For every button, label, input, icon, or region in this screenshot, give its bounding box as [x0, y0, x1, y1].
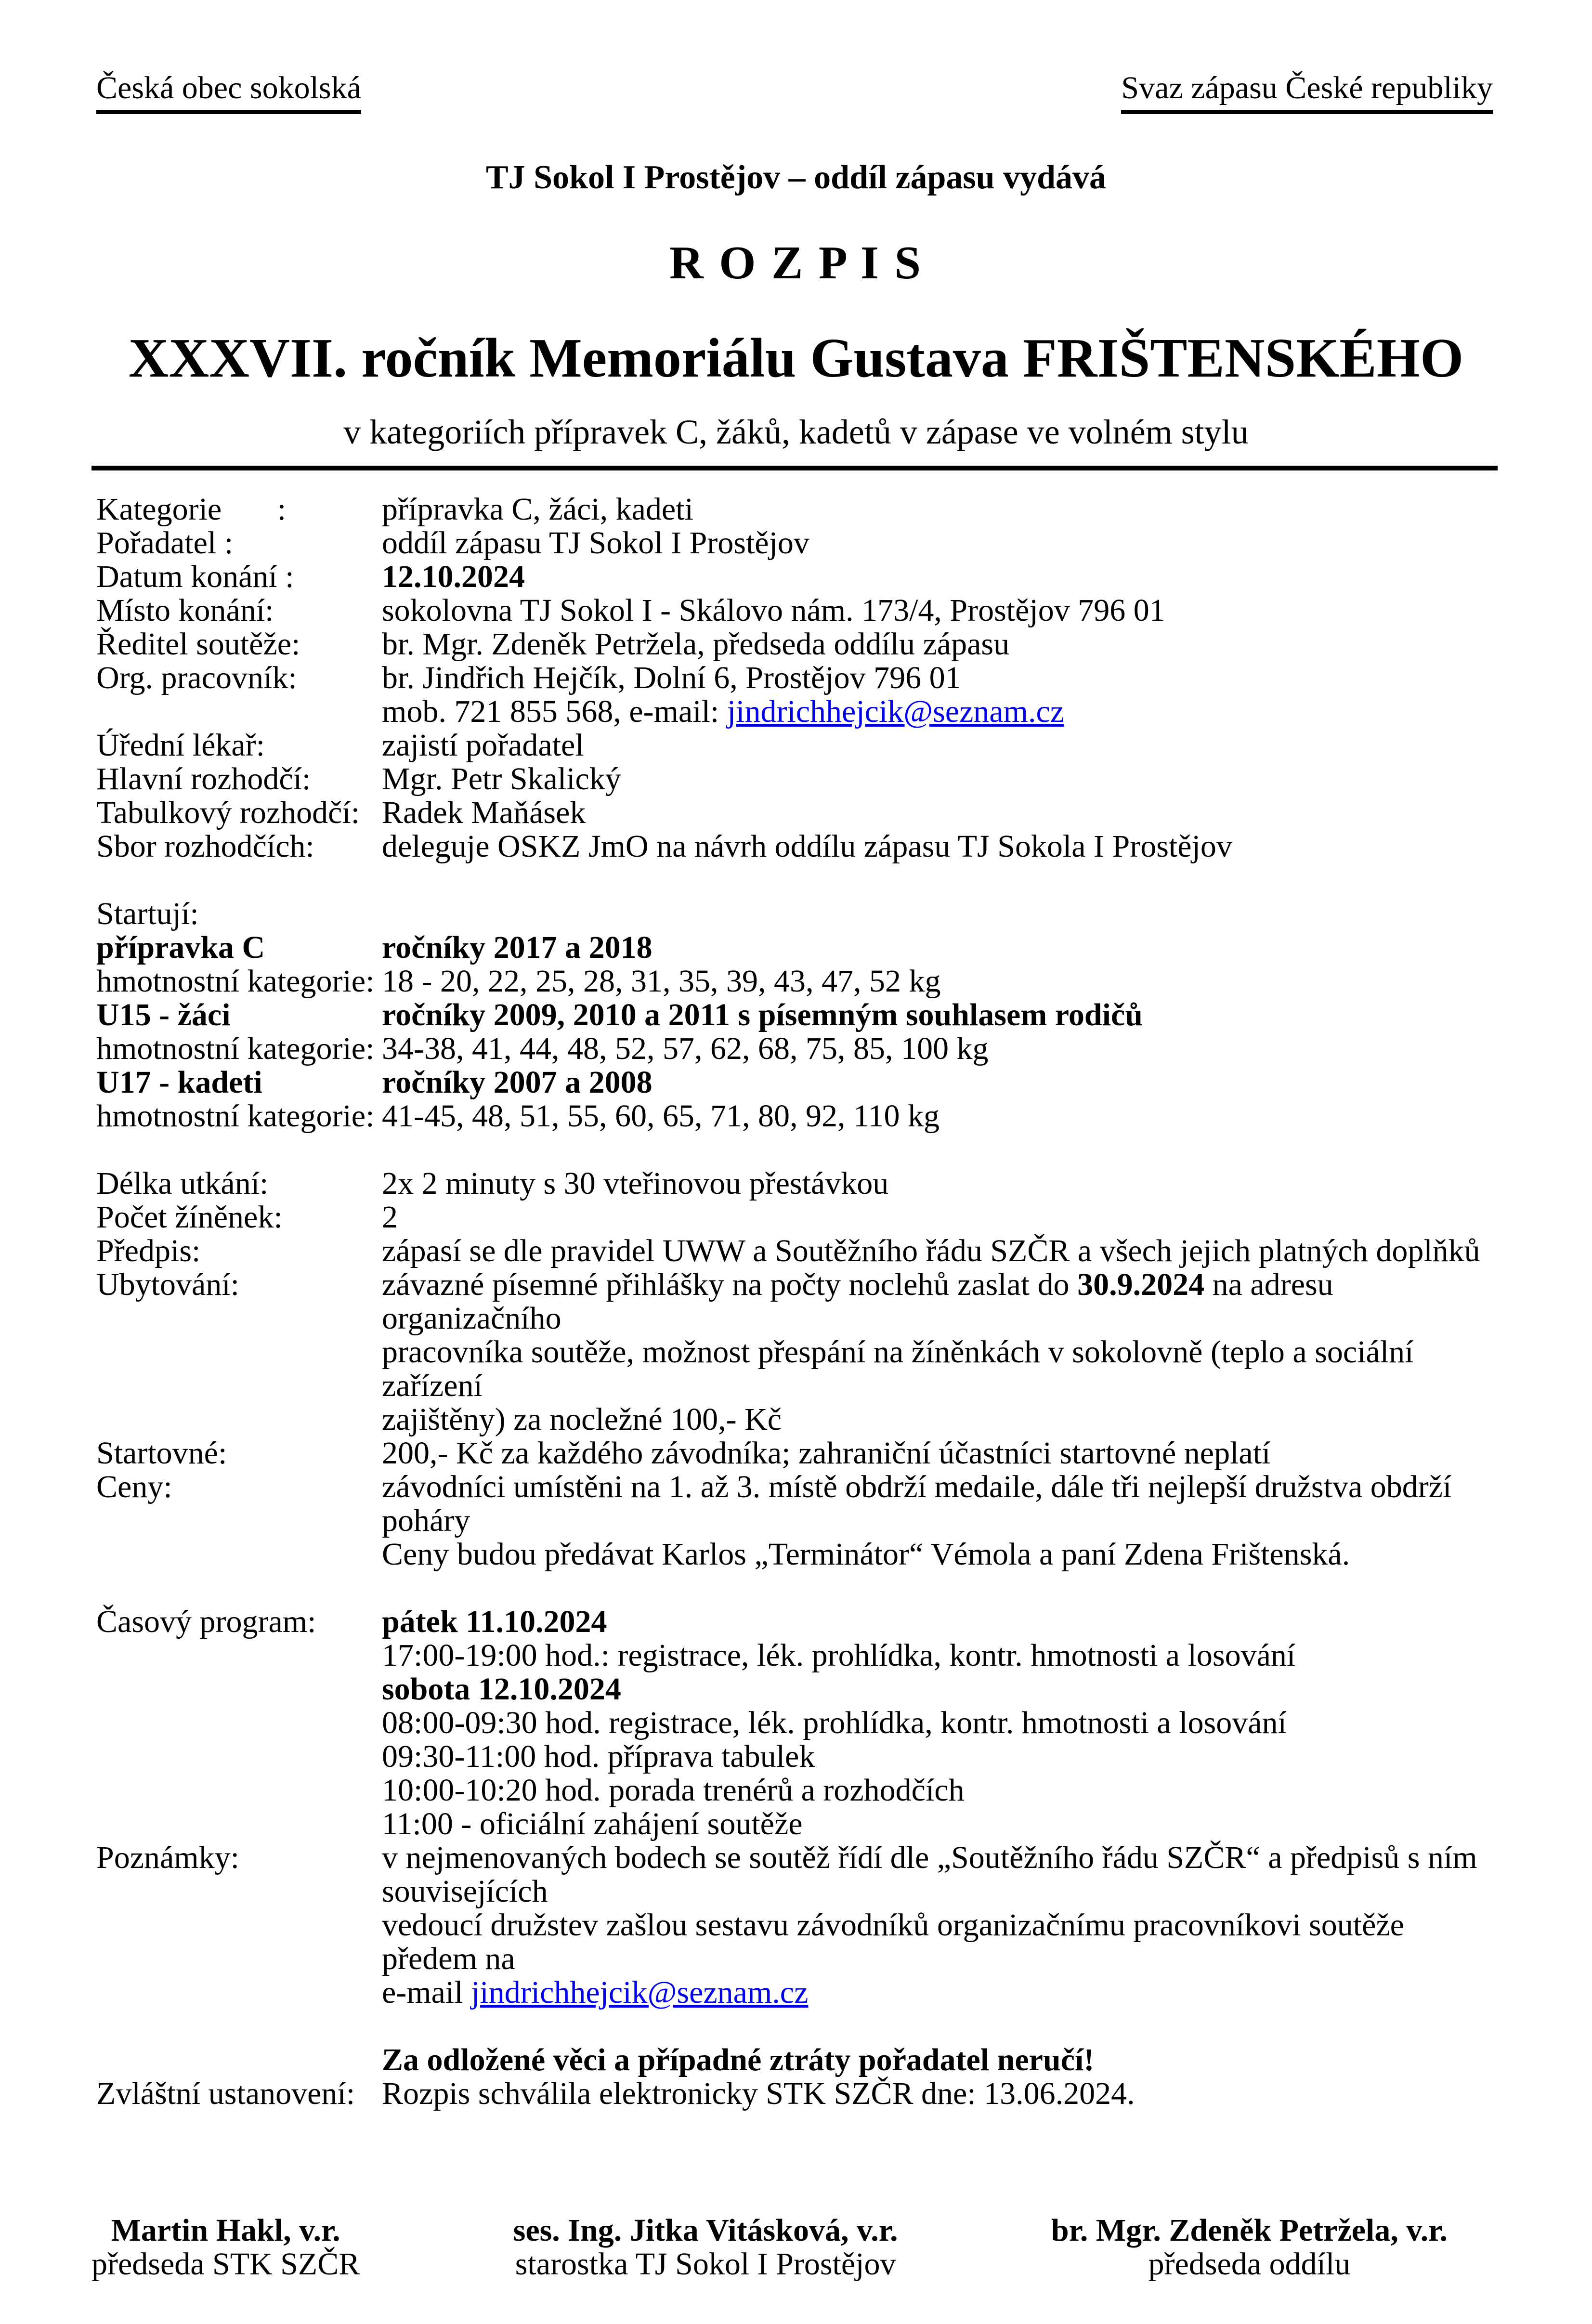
row-value: [382, 560, 1496, 594]
text-segment: Ceny budou předávat Karlos „Terminátor“ Vémola a paní Zdena Frištenská.: [382, 1537, 1350, 1572]
text-segment: přípravka C, žáci, kadeti: [382, 492, 693, 527]
row-label: Ředitel soutěže:: [96, 627, 300, 662]
row-line: [382, 526, 1496, 560]
row-line: [382, 2043, 1496, 2077]
row-label: U17 - kadeti: [96, 1065, 262, 1100]
info-row: [96, 830, 1496, 863]
text-segment: 18 - 20, 22, 25, 28, 31, 35, 39, 43, 47, 52 kg: [382, 964, 941, 999]
info-row: [96, 1099, 1496, 1133]
text-segment: 10:00-10:20 hod. porada trenérů a rozhodčích: [382, 1773, 965, 1808]
row-value: [382, 1774, 1496, 1807]
signature-column: [91, 2214, 360, 2281]
text-segment: ročníky 2007 a 2008: [382, 1065, 652, 1100]
row-label: Datum konání :: [96, 559, 294, 594]
horizontal-rule: [91, 466, 1498, 470]
info-row: [96, 796, 1496, 830]
row-line: [382, 627, 1496, 661]
row-label: Ubytování:: [96, 1267, 239, 1302]
row-label: hmotnostní kategorie:: [96, 1031, 375, 1066]
info-row: [96, 526, 1496, 560]
text-segment: 2: [382, 1200, 398, 1235]
row-value: [382, 2077, 1496, 2111]
row-line: [382, 695, 1496, 729]
doc-type-heading: R O Z P I S: [669, 237, 923, 289]
row-line: [382, 1672, 1496, 1706]
row-label: Zvláštní ustanovení:: [96, 2076, 355, 2111]
row-value: [382, 1672, 1496, 1706]
info-row: [96, 998, 1496, 1032]
row-label: přípravka C: [96, 930, 265, 965]
email-link[interactable]: jindrichhejcik@seznam.cz: [471, 1975, 809, 2010]
text-segment: oddíl zápasu TJ Sokol I Prostějov: [382, 525, 809, 561]
row-label: Org. pracovník:: [96, 660, 297, 695]
text-segment: Radek Maňásek: [382, 795, 586, 830]
text-segment: Mgr. Petr Skalický: [382, 761, 621, 796]
info-row: [96, 2077, 1496, 2111]
text-segment: 17:00-19:00 hod.: registrace, lék. prohlídka, kontr. hmotnosti a losování: [382, 1638, 1296, 1673]
row-label: Startovné:: [96, 1436, 227, 1471]
signature-role: předseda oddílu: [1148, 2246, 1351, 2282]
row-line: [382, 965, 1496, 998]
row-label: [96, 2043, 382, 2077]
content-rows: [0, 493, 1592, 2111]
text-segment: na adresu organizačního: [382, 1267, 1333, 1336]
row-label: Místo konání:: [96, 593, 274, 628]
row-value: [382, 830, 1496, 863]
info-row: [96, 1268, 1496, 1436]
signature-name: br. Mgr. Zdeněk Petržela, v.r.: [1051, 2213, 1448, 2248]
document-page: [0, 71, 1592, 2324]
row-label: hmotnostní kategorie:: [96, 1098, 375, 1134]
row-line: [382, 762, 1496, 796]
row-line: [382, 594, 1496, 627]
row-value: [382, 493, 1496, 526]
info-row: [96, 1740, 1496, 1774]
text-segment: br. Jindřich Hejčík, Dolní 6, Prostějov 796 01: [382, 660, 961, 695]
text-segment: zápasí se dle pravidel UWW a Soutěžního řádu SZČR a všech jejich platných doplňků: [382, 1233, 1480, 1268]
signature-name: Martin Hakl, v.r.: [111, 2213, 340, 2248]
info-row: [96, 762, 1496, 796]
text-segment: 09:30-11:00 hod. příprava tabulek: [382, 1739, 815, 1774]
row-value: [382, 729, 1496, 762]
signature-role: předseda STK SZČR: [91, 2246, 360, 2282]
info-row: [96, 1807, 1496, 1841]
row-line: [382, 1436, 1496, 1470]
row-line: [382, 1807, 1496, 1841]
text-segment: pátek 11.10.2024: [382, 1604, 607, 1639]
row-value: [382, 762, 1496, 796]
text-segment: e-mail: [382, 1975, 471, 2010]
row-line: [382, 1841, 1496, 1875]
blank-line: [96, 863, 1496, 897]
header-right: Svaz zápasu České republiky: [1121, 71, 1493, 114]
info-row: [96, 1470, 1496, 1571]
text-segment: 41-45, 48, 51, 55, 60, 65, 71, 80, 92, 110 kg: [382, 1098, 940, 1134]
row-label: Úřední lékař:: [96, 728, 265, 763]
row-value: [382, 1099, 1496, 1133]
info-row: [96, 661, 1496, 695]
row-value: [382, 1807, 1496, 1841]
info-row: [96, 1639, 1496, 1672]
row-line: [382, 830, 1496, 863]
row-value: [382, 1066, 1496, 1099]
row-label: Délka utkání:: [96, 1166, 269, 1201]
text-segment: br. Mgr. Zdeněk Petržela, předseda oddílu zápasu: [382, 627, 1010, 662]
blank-line: [96, 1133, 1496, 1167]
text-segment: souvisejících: [382, 1874, 548, 1909]
info-row: [96, 1605, 1496, 1639]
info-row: [96, 729, 1496, 762]
text-segment: Za odložené věci a případné ztráty pořadatel neručí!: [382, 2042, 1095, 2077]
text-segment: deleguje OSKZ JmO na návrh oddílu zápasu TJ Sokola I Prostějov: [382, 829, 1232, 864]
row-value: [382, 1470, 1496, 1571]
text-segment: 08:00-09:30 hod. registrace, lék. prohlídka, kontr. hmotnosti a losování: [382, 1705, 1287, 1740]
row-label: Časový program:: [96, 1604, 316, 1639]
row-value: [382, 661, 1496, 695]
info-row: [96, 1774, 1496, 1807]
info-row: [96, 627, 1496, 661]
blank-line: [96, 1571, 1496, 1605]
row-label: Předpis:: [96, 1233, 201, 1268]
row-line: [382, 1605, 1496, 1639]
row-value: [382, 897, 1496, 931]
text-segment: vedoucí družstev zašlou sestavu závodníků organizačnímu pracovníkovi soutěže předem na: [382, 1907, 1404, 1976]
text-segment: sokolovna TJ Sokol I - Skálovo nám. 173/4, Prostějov 796 01: [382, 593, 1165, 628]
row-value: [382, 998, 1496, 1032]
info-row: [96, 594, 1496, 627]
row-value: [382, 695, 1496, 729]
blank-line: [96, 2010, 1496, 2043]
row-value: [382, 2043, 1496, 2077]
info-row: [96, 560, 1496, 594]
row-label: [96, 695, 382, 729]
text-segment: 11:00 - oficiální zahájení soutěže: [382, 1806, 803, 1841]
text-segment: 30.9.2024: [1077, 1267, 1205, 1302]
row-label: [96, 1672, 382, 1706]
row-value: [382, 1841, 1496, 2010]
row-line: [382, 1706, 1496, 1740]
row-label: [96, 1639, 382, 1672]
row-line: [382, 1268, 1496, 1335]
row-value: [382, 1436, 1496, 1470]
row-label: [96, 1807, 382, 1841]
text-segment: zajištěny) za nocležné 100,- Kč: [382, 1402, 782, 1437]
info-row: [96, 1201, 1496, 1234]
row-label: [96, 1706, 382, 1740]
info-row: [96, 1167, 1496, 1201]
row-label: Pořadatel :: [96, 525, 234, 561]
text-segment: ročníky 2009, 2010 a 2011 s písemným souhlasem rodičů: [382, 997, 1143, 1032]
row-value: [382, 796, 1496, 830]
row-value: [382, 627, 1496, 661]
row-value: [382, 1605, 1496, 1639]
info-row: [96, 1066, 1496, 1099]
row-value: [382, 526, 1496, 560]
signature-name: ses. Ing. Jitka Vitásková, v.r.: [513, 2213, 898, 2248]
row-line: [382, 1908, 1496, 1976]
row-line: [382, 931, 1496, 965]
text-segment: 200,- Kč za každého závodníka; zahraniční účastníci startovné neplatí: [382, 1436, 1271, 1471]
row-label: [96, 1774, 382, 1807]
row-line: [382, 1032, 1496, 1066]
row-line: [382, 729, 1496, 762]
row-label: Počet žíněnek:: [96, 1200, 283, 1235]
info-row: [96, 1436, 1496, 1470]
page-title: XXXVII. ročník Memoriálu Gustava FRIŠTENSKÉHO: [128, 327, 1464, 389]
row-line: [382, 1639, 1496, 1672]
row-line: [382, 1774, 1496, 1807]
text-segment: závazné písemné přihlášky na počty noclehů zaslat do: [382, 1267, 1078, 1302]
publisher-line: TJ Sokol I Prostějov – oddíl zápasu vydává: [485, 159, 1107, 196]
row-value: [382, 594, 1496, 627]
row-value: [382, 965, 1496, 998]
row-label: Hlavní rozhodčí:: [96, 761, 311, 796]
row-line: [382, 2077, 1496, 2111]
row-line: [382, 1875, 1496, 1908]
row-label: U15 - žáci: [96, 997, 231, 1032]
header-left: Česká obec sokolská: [96, 71, 361, 114]
row-value: [382, 1268, 1496, 1436]
row-value: [382, 1740, 1496, 1774]
row-label: Sbor rozhodčích:: [96, 829, 314, 864]
row-line: [382, 1470, 1496, 1538]
text-segment: Rozpis schválila elektronicky STK SZČR dne: 13.06.2024.: [382, 2076, 1135, 2111]
row-line: [382, 1201, 1496, 1234]
row-label: hmotnostní kategorie:: [96, 964, 375, 999]
row-line: [382, 661, 1496, 695]
info-row: [96, 1706, 1496, 1740]
row-value: [382, 1639, 1496, 1672]
row-line: [382, 1740, 1496, 1774]
page-subtitle: v kategoriích přípravek C, žáků, kadetů v zápase ve volném stylu: [343, 413, 1249, 451]
row-value: [382, 1032, 1496, 1066]
row-line: [382, 1167, 1496, 1201]
row-label: Poznámky:: [96, 1840, 239, 1875]
text-segment: 12.10.2024: [382, 559, 525, 594]
info-row: [96, 695, 1496, 729]
row-line: [382, 560, 1496, 594]
text-segment: pracovníka soutěže, možnost přespání na žíněnkách v sokolovně (teplo a sociální zařízení: [382, 1334, 1414, 1403]
text-segment: zajistí pořadatel: [382, 728, 584, 763]
row-line: [382, 1099, 1496, 1133]
row-label: Ceny:: [96, 1469, 172, 1504]
row-value: [382, 931, 1496, 965]
signature-block: [0, 2214, 1592, 2281]
row-label: [96, 1740, 382, 1774]
info-row: [96, 1672, 1496, 1706]
info-row: [96, 965, 1496, 998]
signature-column: [513, 2214, 898, 2281]
row-label: Startují:: [96, 896, 199, 931]
row-line: [382, 1234, 1496, 1268]
row-label: Tabulkový rozhodčí:: [96, 795, 360, 830]
row-line: [382, 1403, 1496, 1436]
info-row: [96, 897, 1496, 931]
text-segment: závodníci umístěni na 1. až 3. místě obdrží medaile, dále tři nejlepší družstva obdrží poháry: [382, 1469, 1452, 1538]
row-line: [382, 1066, 1496, 1099]
row-line: [382, 493, 1496, 526]
info-row: [96, 931, 1496, 965]
row-line: [382, 796, 1496, 830]
row-value: [382, 1167, 1496, 1201]
info-row: [96, 493, 1496, 526]
info-row: [96, 2043, 1496, 2077]
text-segment: 34-38, 41, 44, 48, 52, 57, 62, 68, 75, 85, 100 kg: [382, 1031, 989, 1066]
info-row: [96, 1841, 1496, 2010]
row-line: [382, 1538, 1496, 1571]
text-segment: mob. 721 855 568, e-mail:: [382, 694, 727, 729]
text-segment: v nejmenovaných bodech se soutěž řídí dle „Soutěžního řádu SZČR“ a předpisů s ním: [382, 1840, 1477, 1875]
row-value: [382, 1201, 1496, 1234]
row-value: [382, 1234, 1496, 1268]
text-segment: 2x 2 minuty s 30 vteřinovou přestávkou: [382, 1166, 889, 1201]
row-label: Kategorie :: [96, 492, 287, 527]
top-header: [0, 71, 1592, 114]
signature-role: starostka TJ Sokol I Prostějov: [515, 2246, 896, 2282]
row-line: [382, 1335, 1496, 1403]
text-segment: ročníky 2017 a 2018: [382, 930, 652, 965]
row-line: [382, 1976, 1496, 2010]
text-segment: sobota 12.10.2024: [382, 1671, 621, 1707]
row-value: [382, 1706, 1496, 1740]
info-row: [96, 1234, 1496, 1268]
signature-column: [1051, 2214, 1448, 2281]
info-row: [96, 1032, 1496, 1066]
email-link[interactable]: jindrichhejcik@seznam.cz: [727, 694, 1065, 729]
row-line: [382, 998, 1496, 1032]
